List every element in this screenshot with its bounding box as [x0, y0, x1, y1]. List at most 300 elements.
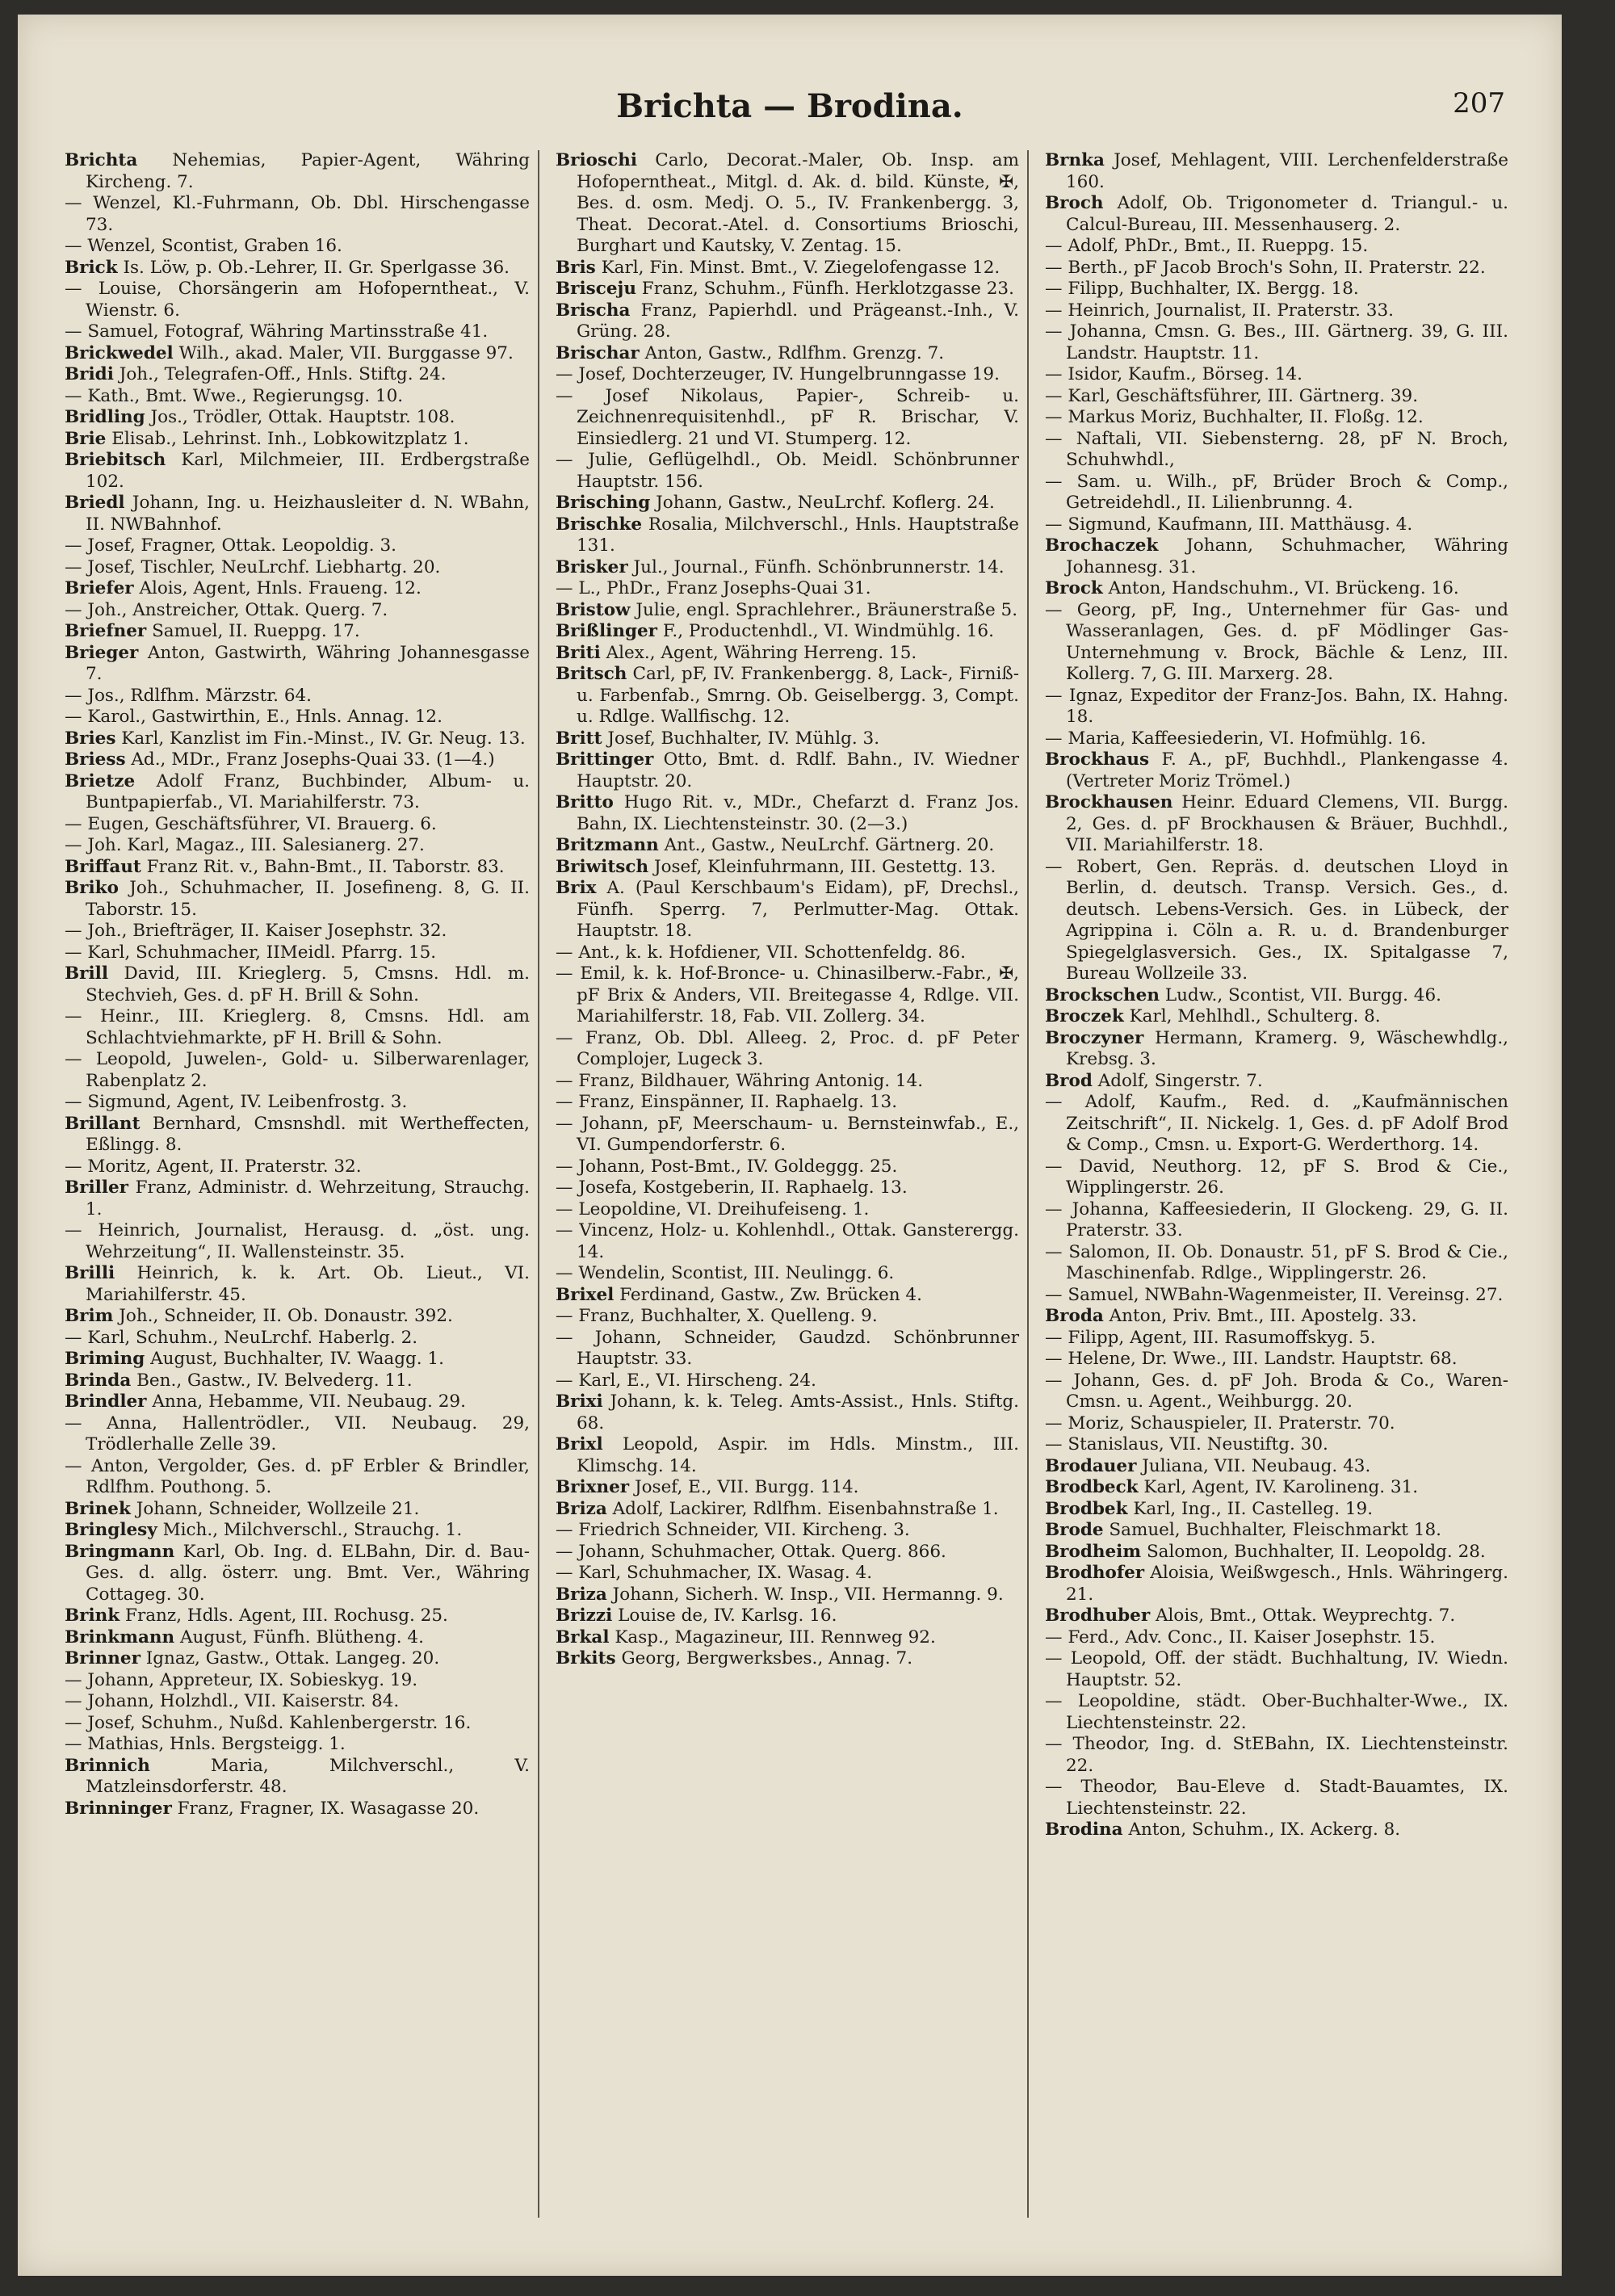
directory-entry	[65, 1263, 530, 1306]
entry-details: — Johanna, Cmsn. G. Bes., III. Gärtnerg. 39, G. III. Landstr. Hauptstr. 11.	[1045, 321, 1508, 363]
entry-details: Karl, Milchmeier, III. Erdbergstraße 102.	[86, 450, 530, 492]
entry-surname: Briller	[65, 1177, 129, 1198]
entry-details: — Joh. Karl, Magaz., III. Salesianerg. 27.	[65, 835, 425, 855]
directory-entry	[1045, 1691, 1508, 1734]
directory-entry	[65, 1648, 530, 1670]
directory-entry	[1045, 1092, 1508, 1156]
directory-entry	[65, 771, 530, 814]
directory-entry	[1045, 193, 1508, 236]
directory-entry	[556, 1477, 1019, 1499]
entry-details: — Adolf, Kaufm., Red. d. „Kaufmännischen Zeitschrift“, II. Nickelg. 1, Ges. d. pF Adolf Brod & Comp., Cmsn. u. Export-G. Werderthorg. 14.	[1045, 1092, 1508, 1155]
entry-details: Ignaz, Gastw., Ottak. Langeg. 20.	[145, 1648, 440, 1668]
entry-details: — Julie, Geflügelhdl., Ob. Meidl. Schönbrunner Hauptstr. 156.	[556, 450, 1019, 492]
entry-details: — Berth., pF Jacob Broch's Sohn, II. Praterstr. 22.	[1045, 257, 1486, 278]
entry-details: — Samuel, Fotograf, Währing Martinsstraße 41.	[65, 321, 489, 342]
directory-entry	[65, 1713, 530, 1735]
entry-details: — Leopoldine, VI. Dreihufeiseng. 1.	[556, 1198, 870, 1219]
entry-surname: Brinner	[65, 1648, 141, 1668]
directory-entry	[1045, 1242, 1508, 1285]
entry-details: — Franz, Einspänner, II. Raphaelg. 13.	[556, 1092, 898, 1112]
directory-entry	[65, 364, 530, 386]
entry-surname: Brixel	[556, 1284, 615, 1305]
entry-details: Carlo, Decorat.-Maler, Ob. Insp. am Hofoperntheat., Mitgl. d. Ak. d. bild. Künste, ✠, Bes. d. osm. Medj. O. 5., IV. Frankenbergg. 3, Theat. Decorat.-Atel. d. Consortiums Brioschi, Burghart und Kautsky, V. Zentag. 15.	[577, 150, 1019, 256]
directory-entry	[65, 749, 530, 771]
directory-entry	[1045, 1071, 1508, 1093]
entry-details: — Georg, pF, Ing., Unternehmer für Gas- und Wasseranlagen, Ges. d. pF Mödlinger Gas-Unternehmung v. Brock, Bächle & Lenz, III. Kollerg. 7, G. III. Marxerg. 28.	[1045, 599, 1508, 684]
entry-surname: Brill	[65, 963, 109, 984]
entry-surname: Brodauer	[1045, 1455, 1137, 1476]
entry-details: — Filipp, Buchhalter, IX. Bergg. 18.	[1045, 279, 1359, 299]
directory-entry	[65, 1734, 530, 1756]
directory-entry	[1045, 600, 1508, 686]
entry-surname: Brickwedel	[65, 342, 174, 363]
entry-details: — Ignaz, Expeditor der Franz-Jos. Bahn, IX. Hahng. 18.	[1045, 685, 1508, 727]
entry-details: Adolf, Lackirer, Rdlfhm. Eisenbahnstraße 1.	[612, 1498, 999, 1519]
directory-entry	[556, 728, 1019, 750]
directory-entry	[1045, 236, 1508, 258]
directory-entry	[1045, 1648, 1508, 1691]
entry-surname: Brix	[556, 878, 597, 898]
entry-details: — Johann, Appreteur, IX. Sobieskyg. 19.	[65, 1669, 418, 1690]
entry-details: — Sigmund, Kaufmann, III. Matthäusg. 4.	[1045, 514, 1413, 535]
entry-details: Franz, Administr. d. Wehrzeitung, Strauchg. 1.	[86, 1177, 530, 1219]
directory-entry	[65, 1413, 530, 1456]
directory-entry	[65, 1349, 530, 1370]
entry-surname: Brinninger	[65, 1798, 172, 1819]
entry-surname: Broczyner	[1045, 1027, 1144, 1048]
directory-entry	[1045, 728, 1508, 750]
entry-details: — Louise, Chorsängerin am Hofoperntheat., V. Wienstr. 6.	[65, 279, 530, 321]
entry-details: — Johann, pF, Meerschaum- u. Bernsteinwfab., E., VI. Gumpendorferstr. 6.	[556, 1113, 1019, 1155]
entry-details: — Leopold, Off. der städt. Buchhaltung, IV. Wiedn. Hauptstr. 52.	[1045, 1648, 1508, 1690]
directory-entry	[65, 1156, 530, 1178]
entry-details: — Johann, Holzhdl., VII. Kaiserstr. 84.	[65, 1691, 400, 1711]
entry-surname: Brinnich	[65, 1755, 150, 1776]
directory-entry	[556, 1220, 1019, 1263]
entry-details: — Franz, Buchhalter, X. Quelleng. 9.	[556, 1306, 878, 1326]
entry-surname: Brochaczek	[1045, 535, 1159, 556]
entry-details: Samuel, II. Rueppg. 17.	[152, 621, 360, 641]
entry-details: Johann, Schneider, Wollzeile 21.	[136, 1498, 420, 1519]
directory-entry	[1045, 300, 1508, 322]
entry-details: — Josef, Tischler, NeuLrchf. Liebhartg. 20.	[65, 556, 441, 577]
directory-entry	[1045, 535, 1508, 578]
directory-entry	[556, 1499, 1019, 1521]
entry-surname: Brinek	[65, 1498, 131, 1519]
directory-columns	[48, 150, 1518, 2218]
entry-details: Johann, Ing. u. Heizhausleiter d. N. WBahn, II. NWBahnhof.	[86, 493, 530, 535]
entry-surname: Bringlesy	[65, 1520, 157, 1540]
entry-details: August, Fünfh. Blütheng. 4.	[179, 1627, 424, 1647]
directory-entry	[556, 835, 1019, 857]
entry-surname: Brinda	[65, 1370, 132, 1391]
entry-surname: Britsch	[556, 664, 627, 684]
entry-details: F., Productenhdl., VI. Windmühlg. 16.	[662, 621, 994, 641]
entry-surname: Bridi	[65, 364, 114, 384]
directory-entry	[556, 963, 1019, 1028]
directory-entry	[1045, 1606, 1508, 1627]
entry-surname: Briess	[65, 749, 126, 770]
entry-surname: Brode	[1045, 1520, 1104, 1540]
entry-details: — Johann, Post-Bmt., IV. Goldeggg. 25.	[556, 1156, 898, 1177]
directory-entry	[556, 1114, 1019, 1156]
entry-details: — Karl, E., VI. Hirscheng. 24.	[556, 1370, 816, 1391]
entry-surname: Briko	[65, 878, 119, 898]
directory-entry	[65, 1456, 530, 1499]
entry-surname: Brkal	[556, 1627, 610, 1647]
entry-details: — Friedrich Schneider, VII. Kircheng. 3.	[556, 1520, 910, 1540]
entry-surname: Brißlinger	[556, 621, 658, 641]
entry-details: Johann, Gastw., NeuLrchf. Koflerg. 24.	[656, 493, 995, 513]
entry-details: Alex., Agent, Währing Herreng. 15.	[606, 642, 917, 663]
entry-details: Hermann, Kramerg. 9, Wäschewhdlg., Krebsg. 3.	[1066, 1027, 1508, 1069]
directory-entry	[556, 557, 1019, 579]
entry-details: F. A., pF, Buchhdl., Plankengasse 4. (Vertreter Moriz Trömel.)	[1066, 749, 1508, 791]
directory-entry	[1045, 1006, 1508, 1028]
entry-surname: Brixl	[556, 1434, 603, 1454]
entry-details: Adolf, Singerstr. 7.	[1097, 1070, 1263, 1091]
entry-details: — Wendelin, Scontist, III. Neulingg. 6.	[556, 1263, 895, 1283]
entry-details: Juliana, VII. Neubaug. 43.	[1142, 1455, 1371, 1476]
entry-details: Nehemias, Papier-Agent, Währing Kircheng. 7.	[86, 150, 530, 192]
directory-entry	[1045, 1306, 1508, 1328]
entry-details: — L., PhDr., Franz Josephs-Quai 31.	[556, 578, 871, 598]
entry-surname: Bries	[65, 728, 116, 749]
entry-details: Anton, Priv. Bmt., III. Apostelg. 33.	[1109, 1306, 1417, 1326]
entry-details: Wilh., akad. Maler, VII. Burggasse 97.	[178, 342, 514, 363]
directory-entry	[1045, 1328, 1508, 1349]
entry-details: — Heinrich, Journalist, Herausg. d. „öst. ung. Wehrzeitung“, II. Wallensteinstr. 35.	[65, 1220, 530, 1262]
entry-details: Josef, Buchhalter, IV. Mühlg. 3.	[607, 728, 880, 749]
entry-details: Anton, Gastw., Rdlfhm. Grenzg. 7.	[644, 342, 945, 363]
entry-surname: Brischke	[556, 514, 643, 535]
entry-details: Is. Löw, p. Ob.-Lehrer, II. Gr. Sperlgasse 36.	[123, 257, 510, 278]
entry-details: — Kath., Bmt. Wwe., Regierungsg. 10.	[65, 385, 404, 406]
entry-details: Joh., Telegrafen-Off., Hnls. Stiftg. 24.	[119, 364, 447, 384]
directory-entry	[65, 1799, 530, 1820]
entry-details: Alois, Agent, Hnls. Fraueng. 12.	[139, 578, 422, 598]
entry-details: Aloisia, Weißwgesch., Hnls. Währingerg. 21.	[1066, 1563, 1508, 1605]
entry-surname: Brinkmann	[65, 1627, 175, 1647]
directory-entry	[65, 493, 530, 535]
directory-entry	[556, 1156, 1019, 1178]
directory-entry	[556, 857, 1019, 879]
entry-details: — Anna, Hallentrödler., VII. Neubaug. 29, Trödlerhalle Zelle 39.	[65, 1412, 530, 1454]
directory-entry	[65, 621, 530, 643]
directory-entry	[1045, 258, 1508, 279]
directory-entry	[556, 1028, 1019, 1071]
directory-entry	[65, 835, 530, 857]
entry-surname: Brilli	[65, 1263, 115, 1283]
entry-surname: Briefer	[65, 578, 134, 598]
directory-entry	[556, 1520, 1019, 1542]
directory-entry	[556, 1199, 1019, 1221]
entry-details: Franz, Papierhdl. und Prägeanst.-Inh., V. Grüng. 28.	[577, 300, 1019, 342]
entry-details: Johann, Schuhmacher, Währing Johannesg. 31.	[1066, 535, 1508, 577]
entry-surname: Briza	[556, 1584, 607, 1605]
directory-entry	[65, 450, 530, 493]
entry-details: — Anton, Vergolder, Ges. d. pF Erbler & Brindler, Rdlfhm. Pouthong. 5.	[65, 1455, 530, 1497]
directory-entry	[1045, 1028, 1508, 1071]
directory-entry	[65, 279, 530, 321]
entry-details: Georg, Bergwerksbes., Annag. 7.	[621, 1648, 913, 1668]
directory-entry	[556, 1606, 1019, 1627]
directory-entry	[1045, 1349, 1508, 1370]
entry-details: — Jos., Rdlfhm. Märzstr. 64.	[65, 685, 313, 706]
directory-entry	[1045, 1563, 1508, 1606]
entry-details: — Robert, Gen. Repräs. d. deutschen Lloyd in Berlin, d. deutsch. Transp. Versich. Ges., d. deutsch. Lebens-Versich. Ges. in Lübeck, der Agrippina i. Cöln a. R. u. d. Brandenburger Spiegelglasversich. Ges., IX. Spitalgasse 7, Bureau Wollzeile 33.	[1045, 856, 1508, 984]
directory-entry	[65, 707, 530, 728]
entry-details: Otto, Bmt. d. Rdlf. Bahn., IV. Wiedner Hauptstr. 20.	[577, 749, 1019, 791]
entry-surname: Brizzi	[556, 1606, 613, 1626]
directory-entry	[556, 1585, 1019, 1606]
entry-surname: Brodhofer	[1045, 1563, 1145, 1583]
entry-surname: Brietze	[65, 770, 136, 791]
directory-entry	[65, 1756, 530, 1799]
entry-details: Mich., Milchverschl., Strauchg. 1.	[162, 1520, 463, 1540]
entry-surname: Brisching	[556, 493, 651, 513]
entry-details: Jos., Trödler, Ottak. Hauptstr. 108.	[150, 407, 455, 427]
directory-entry	[65, 1306, 530, 1328]
directory-entry	[1045, 1542, 1508, 1564]
entry-details: — Leopold, Juwelen-, Gold- u. Silberwarenlager, Rabenplatz 2.	[65, 1049, 530, 1091]
directory-entry	[65, 150, 530, 193]
entry-details: — Josef, Fragner, Ottak. Leopoldig. 3.	[65, 535, 396, 556]
entry-details: Salomon, Buchhalter, II. Leopoldg. 28.	[1146, 1541, 1486, 1562]
entry-details: — Johanna, Kaffeesiederin, II Glockeng. 29, G. II. Praterstr. 33.	[1045, 1198, 1508, 1240]
entry-surname: Brodbek	[1045, 1498, 1128, 1519]
directory-entry	[65, 557, 530, 579]
directory-entry	[65, 193, 530, 236]
directory-entry	[65, 857, 530, 879]
entry-surname: Brick	[65, 257, 118, 278]
entry-surname: Brock	[1045, 578, 1103, 598]
entry-details: Franz, Hdls. Agent, III. Rochusg. 25.	[125, 1606, 448, 1626]
entry-surname: Briffaut	[65, 856, 141, 877]
entry-details: — Heinr., III. Krieglerg. 8, Cmsns. Hdl. am Schlachtviehmarkte, pF H. Brill & Sohn.	[65, 1006, 530, 1048]
directory-entry	[65, 814, 530, 836]
directory-entry	[556, 578, 1019, 600]
entry-details: — Samuel, NWBahn-Wagenmeister, II. Vereinsg. 27.	[1045, 1284, 1504, 1305]
directory-entry	[1045, 386, 1508, 408]
directory-entry	[65, 878, 530, 921]
directory-entry	[65, 942, 530, 964]
directory-entry	[65, 1006, 530, 1049]
entry-details: Anna, Hebamme, VII. Neubaug. 29.	[152, 1391, 466, 1412]
entry-surname: Broda	[1045, 1306, 1104, 1326]
entry-details: — Karl, Schuhmacher, IIMeidl. Pfarrg. 15.	[65, 942, 437, 963]
entry-details: — Filipp, Agent, III. Rasumoffskyg. 5.	[1045, 1327, 1376, 1348]
entry-details: — Naftali, VII. Siebensterng. 28, pF N. Broch, Schuhwhdl.,	[1045, 428, 1508, 470]
entry-details: Maria, Milchverschl., V. Matzleinsdorferstr. 48.	[86, 1755, 530, 1797]
page-number: 207	[1453, 87, 1505, 120]
directory-entry	[65, 1177, 530, 1220]
entry-details: — Heinrich, Journalist, II. Praterstr. 33.	[1045, 300, 1394, 321]
entry-details: — Karl, Schuhmacher, IX. Wasag. 4.	[556, 1563, 873, 1583]
entry-surname: Brodhuber	[1045, 1606, 1151, 1626]
directory-entry	[556, 514, 1019, 557]
column-right	[1027, 150, 1516, 2218]
entry-details: — Karol., Gastwirthin, E., Hnls. Annag. 12.	[65, 707, 443, 727]
entry-details: Kasp., Magazineur, III. Rennweg 92.	[615, 1627, 936, 1647]
directory-entry	[556, 300, 1019, 343]
directory-entry	[556, 643, 1019, 665]
directory-entry	[65, 407, 530, 429]
entry-details: Karl, Agent, IV. Karolineng. 31.	[1143, 1477, 1419, 1497]
entry-surname: Brixi	[556, 1391, 603, 1412]
entry-surname: Briti	[556, 642, 601, 663]
entry-details: — Johann, Schneider, Gaudzd. Schönbrunner Hauptstr. 33.	[556, 1327, 1019, 1369]
directory-entry	[556, 1071, 1019, 1093]
page-header	[50, 87, 1529, 136]
entry-details: — Franz, Bildhauer, Währing Antonig. 14.	[556, 1070, 924, 1091]
directory-entry	[1045, 686, 1508, 728]
entry-surname: Brisceju	[556, 279, 636, 299]
directory-entry	[556, 150, 1019, 258]
entry-surname: Bristow	[556, 599, 631, 620]
directory-entry	[1045, 364, 1508, 386]
directory-entry	[1045, 1820, 1508, 1841]
entry-surname: Broczek	[1045, 1006, 1124, 1026]
entry-details: Louise de, IV. Karlsg. 16.	[618, 1606, 837, 1626]
entry-details: — David, Neuthorg. 12, pF S. Brod & Cie., Wipplingerstr. 26.	[1045, 1156, 1508, 1198]
entry-surname: Brkits	[556, 1648, 616, 1668]
entry-surname: Briming	[65, 1349, 145, 1369]
entry-surname: Briwitsch	[556, 856, 649, 877]
directory-entry	[556, 1370, 1019, 1392]
entry-details: — Adolf, PhDr., Bmt., II. Rueppg. 15.	[1045, 236, 1369, 256]
entry-details: Julie, engl. Sprachlehrer., Bräunerstraße 5.	[636, 599, 1018, 620]
entry-surname: Brodbeck	[1045, 1477, 1139, 1497]
entry-surname: Brischar	[556, 342, 640, 363]
directory-entry	[556, 1563, 1019, 1585]
entry-details: August, Buchhalter, IV. Waagg. 1.	[150, 1349, 444, 1369]
directory-entry	[1045, 857, 1508, 985]
directory-entry	[556, 1177, 1019, 1199]
directory-entry	[1045, 514, 1508, 536]
entry-details: Joh., Schneider, II. Ob. Donaustr. 392.	[119, 1306, 453, 1326]
directory-entry	[65, 1114, 530, 1156]
directory-entry	[65, 1691, 530, 1713]
directory-entry	[65, 1220, 530, 1263]
column-middle	[538, 150, 1027, 2218]
entry-details: — Moriz, Schauspieler, II. Praterstr. 70.	[1045, 1412, 1395, 1433]
entry-details: — Leopoldine, städt. Ober-Buchhalter-Wwe., IX. Liechtensteinstr. 22.	[1045, 1691, 1508, 1733]
entry-surname: Bridling	[65, 407, 145, 427]
entry-surname: Brod	[1045, 1070, 1093, 1091]
directory-entry	[1045, 985, 1508, 1007]
entry-details: Alois, Bmt., Ottak. Weyprechtg. 7.	[1156, 1606, 1456, 1626]
entry-details: — Franz, Ob. Dbl. Alleeg. 2, Proc. d. pF Peter Complojer, Lugeck 3.	[556, 1027, 1019, 1069]
entry-surname: Brioschi	[556, 150, 638, 170]
entry-surname: Briedl	[65, 493, 125, 513]
entry-details: Karl, Kanzlist im Fin.-Minst., IV. Gr. Neug. 13.	[121, 728, 526, 749]
directory-entry	[1045, 1285, 1508, 1307]
entry-details: Rosalia, Milchverschl., Hnls. Hauptstraße 131.	[577, 514, 1019, 556]
entry-details: Karl, Ing., II. Castelleg. 19.	[1133, 1498, 1374, 1519]
entry-details: Karl, Ob. Ing. d. ELBahn, Dir. d. Bau-Ges. d. allg. österr. ung. Bmt. Ver., Währing Cottageg. 30.	[86, 1541, 530, 1605]
directory-entry	[65, 343, 530, 365]
entry-details: — Josefa, Kostgeberin, II. Raphaelg. 13.	[556, 1177, 908, 1198]
entry-surname: Britzmann	[556, 835, 659, 855]
directory-entry	[65, 1670, 530, 1692]
entry-details: — Wenzel, Scontist, Graben 16.	[65, 236, 342, 256]
entry-details: — Ant., k. k. Hofdiener, VII. Schottenfeldg. 86.	[556, 942, 966, 963]
entry-details: — Maria, Kaffeesiederin, VI. Hofmühlg. 16.	[1045, 728, 1427, 749]
entry-surname: Brodina	[1045, 1820, 1123, 1840]
directory-entry	[1045, 1520, 1508, 1542]
entry-surname: Brixner	[556, 1477, 630, 1497]
directory-entry	[556, 664, 1019, 728]
directory-entry	[556, 749, 1019, 792]
directory-entry	[1045, 749, 1508, 792]
directory-entry	[556, 792, 1019, 835]
directory-entry	[1045, 792, 1508, 857]
entry-details: Josef, E., VII. Burgg. 114.	[634, 1477, 859, 1497]
directory-entry	[1045, 1199, 1508, 1242]
entry-details: — Mathias, Hnls. Bergsteigg. 1.	[65, 1734, 346, 1754]
entry-details: Adolf Franz, Buchbinder, Album- u. Buntpapierfab., VI. Mariahilferstr. 73.	[86, 770, 531, 812]
entry-details: Heinr. Eduard Clemens, VII. Burgg. 2, Ges. d. pF Brockhausen & Bräuer, Buchhdl., VII. Mariahilferstr. 18.	[1066, 792, 1508, 855]
entry-details: Samuel, Buchhalter, Fleischmarkt 18.	[1109, 1520, 1441, 1540]
entry-surname: Bringmann	[65, 1541, 175, 1562]
directory-entry	[65, 728, 530, 750]
directory-entry	[65, 1606, 530, 1627]
directory-entry	[1045, 1413, 1508, 1435]
directory-entry	[65, 686, 530, 707]
directory-entry	[556, 1542, 1019, 1564]
entry-surname: Brisker	[556, 556, 628, 577]
entry-details: Leopold, Aspir. im Hdls. Minstm., III. Klimschg. 14.	[577, 1434, 1019, 1476]
entry-details: — Karl, Schuhm., NeuLrchf. Haberlg. 2.	[65, 1327, 418, 1348]
entry-details: Ant., Gastw., NeuLrchf. Gärtnerg. 20.	[664, 835, 995, 855]
entry-surname: Brockschen	[1045, 984, 1160, 1005]
entry-details: — Johann, Ges. d. pF Joh. Broda & Co., Waren-Cmsn. u. Agent., Weihburgg. 20.	[1045, 1370, 1508, 1412]
entry-surname: Briebitsch	[65, 450, 166, 470]
entry-details: — Vincenz, Holz- u. Kohlenhdl., Ottak. Gansterergg. 14.	[556, 1220, 1019, 1262]
entry-details: Karl, Mehlhdl., Schulterg. 8.	[1129, 1006, 1381, 1026]
entry-details: — Johann, Schuhmacher, Ottak. Querg. 866.	[556, 1541, 946, 1562]
entry-surname: Bris	[556, 257, 596, 278]
directory-entry	[1045, 578, 1508, 600]
entry-details: — Joh., Briefträger, II. Kaiser Josephstr. 32.	[65, 921, 447, 941]
directory-entry	[556, 493, 1019, 514]
directory-entry	[65, 236, 530, 258]
directory-entry	[1045, 1627, 1508, 1649]
entry-surname: Brittinger	[556, 749, 654, 770]
directory-entry	[65, 963, 530, 1006]
directory-entry	[556, 1434, 1019, 1477]
entry-details: — Josef, Schuhm., Nußd. Kahlenbergerstr. 16.	[65, 1712, 472, 1733]
directory-entry	[65, 1370, 530, 1392]
entry-surname: Brischa	[556, 300, 631, 321]
entry-details: — Markus Moriz, Buchhalter, II. Floßg. 12.	[1045, 407, 1424, 427]
entry-details: — Sam. u. Wilh., pF, Brüder Broch & Comp., Getreidehdl., II. Lilienbrunng. 4.	[1045, 471, 1508, 513]
entry-details: Ferdinand, Gastw., Zw. Brücken 4.	[619, 1284, 922, 1305]
directory-entry	[556, 364, 1019, 386]
entry-surname: Briza	[556, 1498, 607, 1519]
directory-entry	[65, 321, 530, 343]
directory-entry	[65, 1542, 530, 1606]
directory-entry	[65, 578, 530, 600]
directory-entry	[556, 386, 1019, 451]
directory-entry	[65, 1328, 530, 1349]
entry-surname: Brockhausen	[1045, 792, 1173, 812]
entry-surname: Brieger	[65, 642, 139, 663]
directory-entry	[65, 1092, 530, 1114]
entry-details: — Sigmund, Agent, IV. Leibenfrostg. 3.	[65, 1092, 408, 1112]
directory-entry	[1045, 1477, 1508, 1499]
